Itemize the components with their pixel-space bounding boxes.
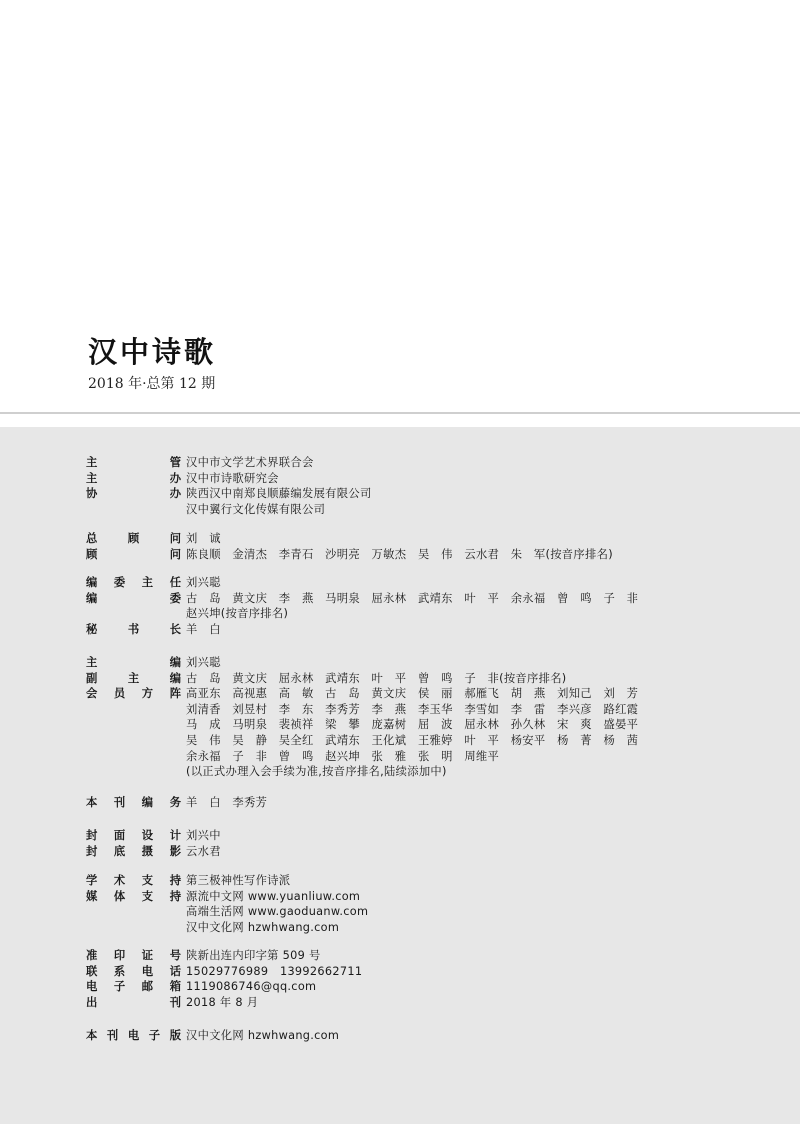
row-value: 高端生活网 www.gaoduanw.com (186, 905, 369, 919)
row-label: 主 办 (86, 471, 181, 485)
row-value: 高亚东 高视惠 高 敏 古 岛 黄文庆 侯 丽 郝雁飞 胡 燕 刘知己 刘 芳 (186, 687, 639, 701)
row-value: 15029776989 13992662711 (186, 964, 363, 978)
masthead-row (86, 531, 740, 547)
row-value: 陕新出连内印字第 509 号 (186, 949, 321, 962)
masthead-row (86, 622, 740, 638)
row-value: 古 岛 黄文庆 李 燕 马明泉 屈永林 武靖东 叶 平 余永福 曾 鸣 子 非 (186, 591, 639, 605)
row-label: 媒体支持 (86, 889, 181, 903)
row-value: 云水君 (186, 844, 221, 858)
masthead-row (86, 920, 740, 936)
row-value: 2018 年 8 月 (186, 995, 259, 1009)
row-value: 陈良顺 金清杰 李青石 沙明亮 万敏杰 吴 伟 云水君 朱 军(按音序排名) (186, 547, 613, 561)
masthead-row (86, 995, 740, 1011)
masthead-row (86, 486, 740, 502)
masthead-section (86, 455, 740, 517)
row-label: 封底摄影 (86, 844, 181, 858)
masthead-row (86, 717, 740, 733)
row-label: 编 委 (86, 591, 181, 605)
masthead-row (86, 471, 740, 487)
row-value: 羊 白 (186, 622, 221, 636)
masthead-section (86, 575, 740, 637)
cover-top (0, 0, 800, 412)
row-value: 马 成 马明泉 裴祯祥 梁 攀 庞嘉树 屈 波 屈永林 孙久林 宋 爽 盛晏平 (186, 718, 639, 732)
masthead-row (86, 979, 740, 995)
row-label: 主 管 (86, 456, 181, 469)
divider (0, 412, 800, 414)
row-label: 准印证号 (86, 949, 181, 962)
masthead-section (86, 873, 740, 935)
row-label: 本刊电子版 (86, 1029, 181, 1042)
row-label: 顾 问 (86, 547, 181, 561)
row-label: 学术支持 (86, 874, 181, 887)
masthead-row (86, 964, 740, 980)
masthead-row (86, 844, 740, 860)
masthead-section (86, 948, 740, 1010)
row-value: 古 岛 黄文庆 屈永林 武靖东 叶 平 曾 鸣 子 非(按音序排名) (186, 671, 567, 685)
magazine-title: 汉中诗歌 (88, 335, 217, 369)
row-label: 会员方阵 (86, 687, 181, 701)
row-label: 总 顾 问 (86, 532, 181, 545)
masthead-section (86, 531, 740, 562)
row-value: 赵兴坤(按音序排名) (186, 607, 289, 621)
row-value: 源流中文网 www.yuanliuw.com (186, 889, 361, 903)
masthead-row (86, 547, 740, 563)
row-label: 本刊编务 (86, 796, 181, 809)
masthead-row (86, 702, 740, 718)
masthead-row (86, 671, 740, 687)
row-value: 刘清香 刘昱村 李 东 李秀芳 李 燕 李玉华 李雪如 李 雷 李兴彦 路红霞 (186, 702, 639, 716)
row-value: 1119086746@qq.com (186, 980, 317, 994)
row-label: 出 刊 (86, 995, 181, 1009)
masthead-row (86, 502, 740, 518)
masthead-row (86, 591, 740, 607)
masthead-row (86, 764, 740, 780)
row-value: 刘兴聪 (186, 576, 221, 589)
masthead-row (86, 948, 740, 964)
row-value: 余永福 子 非 曾 鸣 赵兴坤 张 雅 张 明 周维平 (186, 749, 500, 763)
masthead-section (86, 655, 740, 780)
masthead-row (86, 828, 740, 844)
row-value: 汉中市文学艺术界联合会 (186, 456, 314, 469)
row-value: 陕西汉中南郑良顺藤编发展有限公司 (186, 487, 372, 501)
row-value: 刘兴聪 (186, 656, 221, 669)
masthead-row (86, 1028, 740, 1044)
row-value: 羊 白 李秀芳 (186, 796, 268, 809)
masthead-row (86, 575, 740, 591)
masthead-row (86, 873, 740, 889)
issue-number: 2018 年·总第 12 期 (88, 376, 216, 392)
row-label: 秘 书 长 (86, 622, 181, 636)
row-label: 协 办 (86, 487, 181, 501)
row-value: 吴 伟 吴 静 吴全红 武靖东 王化斌 王雅婷 叶 平 杨安平 杨 菁 杨 茜 (186, 733, 639, 747)
masthead-row (86, 655, 740, 671)
masthead-row (86, 686, 740, 702)
masthead-section (86, 795, 740, 811)
row-value: 汉中文化网 hzwhwang.com (186, 920, 340, 934)
masthead-row (86, 889, 740, 905)
masthead-row (86, 904, 740, 920)
row-value: 汉中文化网 hzwhwang.com (186, 1029, 340, 1042)
masthead-row (86, 455, 740, 471)
row-label: 封面设计 (86, 829, 181, 842)
masthead-row (86, 795, 740, 811)
row-value: 汉中翼行文化传媒有限公司 (186, 502, 326, 516)
row-value: 刘 诚 (186, 532, 221, 545)
masthead-section (86, 828, 740, 859)
row-value: (以正式办理入会手续为准,按音序排名,陆续添加中) (186, 765, 447, 779)
row-label: 编委主任 (86, 576, 181, 589)
row-value: 刘兴中 (186, 829, 221, 842)
row-label: 主 编 (86, 656, 181, 669)
row-label: 联系电话 (86, 964, 181, 978)
row-label: 副 主 编 (86, 671, 181, 685)
masthead-row (86, 749, 740, 765)
row-value: 汉中市诗歌研究会 (186, 471, 279, 485)
masthead-section (86, 1028, 740, 1044)
row-label: 电子邮箱 (86, 980, 181, 994)
masthead-row (86, 733, 740, 749)
masthead-row (86, 606, 740, 622)
row-value: 第三极神性写作诗派 (186, 874, 291, 887)
